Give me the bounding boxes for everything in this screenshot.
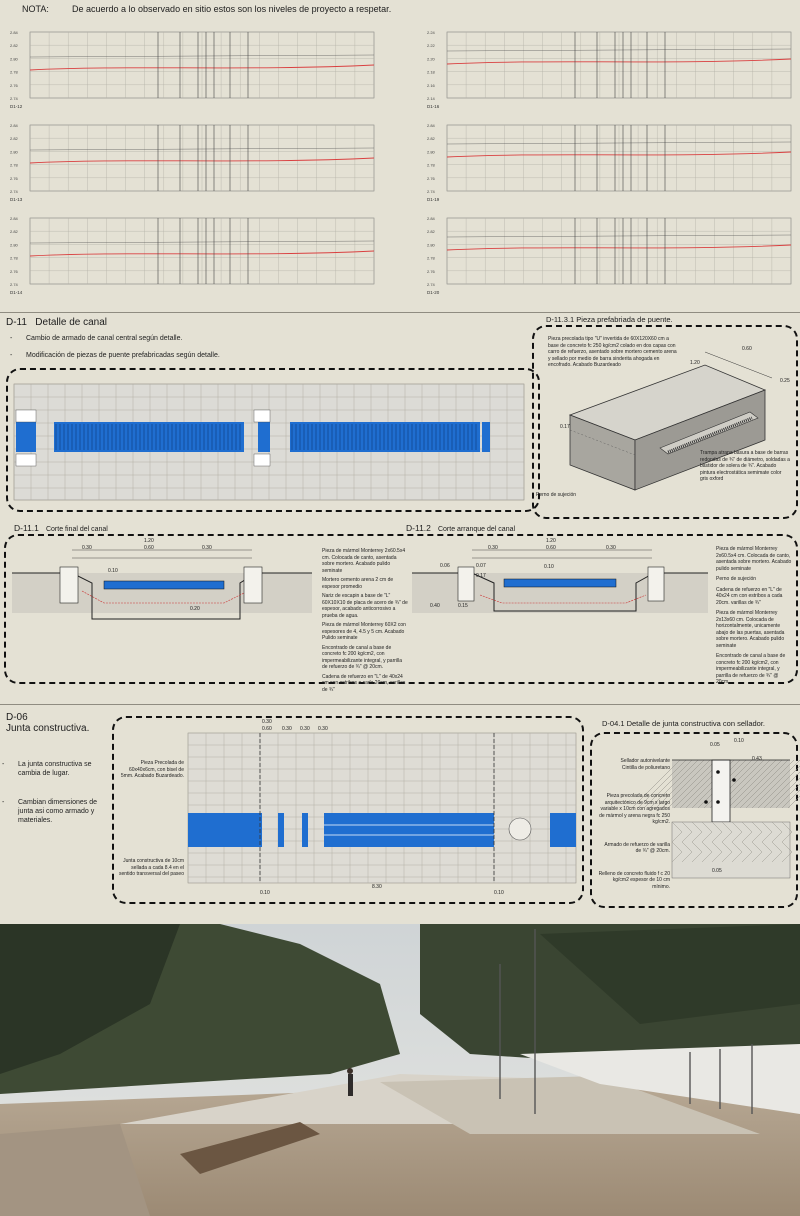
d041-notes — [598, 758, 670, 890]
d06-plan-note-top: Pieza Precolada de 60x40x6cm, con bisel de 5mm. Acabado Buzardeado. — [120, 760, 184, 779]
d111-dim-6: 0.20 — [190, 606, 200, 612]
d11-title: Detalle de canal — [35, 317, 107, 328]
d06-bottom-dim-3: 0.10 — [494, 890, 504, 896]
section-divider — [0, 312, 800, 313]
profile-tick-label: 2.74 — [427, 282, 435, 287]
d112-code: D-11.2 — [406, 523, 431, 533]
profile-chart — [8, 210, 378, 298]
channel-end-left — [16, 422, 36, 452]
channel-segment-1 — [54, 422, 244, 452]
profile-tick-label: 2.80 — [427, 242, 435, 248]
d041-dim-3: 0.43 — [752, 756, 762, 762]
profile-tick-label: 2.16 — [427, 82, 435, 88]
profile-tick-label: 2.24 — [427, 30, 435, 35]
d041-note-4: Armado de refuerzo de varilla de ¾" @ 20cm. — [604, 841, 670, 854]
d041-note-1: Sellador autonivelante — [620, 758, 670, 764]
profile-tick-label: 2.80 — [427, 149, 435, 155]
note-label: NOTA: — [22, 4, 49, 14]
section-d112 — [412, 545, 708, 635]
d041-title: D-04.1 Detalle de junta constructiva con sellador. — [602, 719, 766, 728]
d06-code: D-06 — [6, 712, 28, 723]
profile-tick-label: 2.80 — [10, 242, 18, 248]
d112-dim-10: 0.15 — [458, 603, 468, 609]
profile-tick-label: 2.78 — [10, 69, 18, 75]
profile-tick-label: 2.84 — [10, 216, 18, 221]
d111-dim-3: 0.60 — [144, 545, 154, 551]
profile-tick-label: 2.82 — [427, 136, 435, 142]
d112-header — [406, 523, 515, 533]
d1131-note-right: Trampa atrapa basura a base de barras redondas de ¾" de diámetro, soldadas a bastidor de solera de ¾". Acabado pintura electrostática semimate color gris oxford — [700, 450, 790, 482]
d11-code: D-11 — [6, 317, 27, 328]
note-text: De acuerdo a lo observado en sitio estos son los niveles de proyecto a respetar. — [72, 4, 392, 14]
profile-tick-label: 2.78 — [427, 162, 435, 168]
profile-tick-label: 2.82 — [10, 43, 18, 49]
d111-note-5: Encontrado de canal a base de concreto fc 200 kg/cm2, con impermeabilizante integral, y parrilla de refuerzo de ¾" @ 20cm. — [322, 644, 403, 670]
d111-notes — [322, 548, 408, 693]
profile-id: D1-12 — [10, 104, 23, 109]
profile-tick-label: 2.84 — [427, 216, 435, 221]
profile-tick-label: 2.76 — [427, 268, 435, 274]
d112-dim-6: 0.07 — [476, 563, 486, 569]
d06-dim-5: 0.30 — [318, 726, 328, 732]
d111-code: D-11.1 — [14, 523, 39, 533]
d1131-note-bottom: Perno de sujeción — [536, 492, 577, 498]
d112-note-1: Pieza de mármol Monterrey 2x60.5x4 cm. Colocada de canto, asentada sobre mortero. Acabado pulido seminate — [716, 546, 792, 572]
profile-tick-label: 2.78 — [10, 255, 18, 261]
d041-dim-1: 0.05 — [710, 742, 720, 748]
d112-dim-8: 0.10 — [544, 564, 554, 570]
d112-dim-5: 0.06 — [440, 563, 450, 569]
profile-chart — [425, 117, 795, 205]
profile-tick-label: 2.84 — [427, 123, 435, 128]
d1131-title: D-11.3.1 Pieza prefabriada de puente. — [546, 315, 673, 324]
profile-id: D1-20 — [427, 290, 440, 295]
profile-id: D1-14 — [10, 290, 23, 295]
d1131-note-top: Pieza precolada tipo "U" invertida de 60X120X60 cm a base de concreto fc 250 kg/cm2 colado en dos capas con carro de refuerzo, asentado sobre mortero cemento arena y sellado por medio de barra sinderita ahogada en encofrado. Acabado Buzardeado — [548, 336, 677, 368]
d112-dim-2: 0.30 — [488, 545, 498, 551]
site-photo — [0, 924, 800, 1216]
profile-tick-label: 2.76 — [10, 82, 18, 88]
d11-header — [6, 317, 107, 328]
profile-tick-label: 2.78 — [427, 255, 435, 261]
d111-note-3: Nariz de escapin a base de "L" 60X10X10 de placa de acero de ¾" de espesor, acabado anticorrosivo a prueba de agua. — [322, 593, 408, 619]
d11-bullet-2: - Modificación de piezas de puente prefabricadas según detalle. — [26, 351, 426, 360]
d041-note-5: Relleno de concreto fluido f c 20 kg/cm2 espesor de 10 cm mínimo. — [598, 870, 670, 890]
d112-note-3: Cadena de refuerzo en "L" de 40x24 cm con estribos a cada 20cm. varillas de ¾" — [716, 586, 783, 606]
d111-note-1: Pieza de mármol Monterrey 2x60.5x4 cm. Colocada de canto, asentada sobre mortero. Acabado pulido seminate — [322, 548, 406, 574]
d111-dim-1: 1.20 — [144, 538, 154, 544]
profile-tick-label: 2.76 — [10, 175, 18, 181]
d041-note-2: Cintilla de poliuretano — [621, 764, 670, 771]
d06-bullets — [18, 760, 113, 825]
d111-channel — [104, 581, 224, 589]
d06-plan-note-bottom: Junta constructiva de 10cm sellada a cada 8.4 en el sentido transversal del paseo — [118, 858, 184, 877]
d06-dim-2: 0.60 — [262, 726, 272, 732]
d111-title: Corte final del canal — [45, 526, 108, 533]
d111-note-6: Cadena de refuerzo en "L" de 40x24 cm con estribos a cada 20cm, varillas de ¾" — [322, 673, 406, 693]
d111-dim-5: 0.10 — [108, 568, 118, 574]
profile-tick-label: 2.14 — [427, 96, 435, 101]
d112-note-2: Perno de sujeción — [716, 576, 757, 582]
d06-dim-3: 0.30 — [282, 726, 292, 732]
d1131-dim-1: 0.60 — [742, 346, 752, 352]
profile-id: D1-19 — [427, 197, 440, 202]
d041-note-3: Pieza precolada de concreto arquitectónico de 9cm x largo variable x 10cm con agregados de mármol y arena negra fc 250 kg/cm2. — [599, 793, 670, 825]
d112-dim-4: 0.30 — [606, 545, 616, 551]
d111-note-4: Pieza de mármol Monterrey 60X2 con espesores de 4, 4.5 y 5 cm. Acabado Pulido seminate — [322, 622, 406, 641]
d111-note-2: Mortero cemento arena 2 cm de espesor promedio — [322, 577, 394, 590]
d112-dim-7: 0.17 — [476, 573, 486, 579]
d112-dim-9: 0.40 — [430, 603, 440, 609]
d041-dim-2: 0.10 — [734, 738, 744, 744]
profile-tick-label: 2.82 — [10, 229, 18, 235]
profile-id: D1-13 — [10, 197, 23, 202]
d06-title: Junta constructiva. — [6, 723, 90, 734]
canal-plan — [14, 384, 524, 500]
d06-dim-1: 0.30 — [262, 719, 272, 725]
d06-dim-4: 0.30 — [300, 726, 310, 732]
junction-plan — [188, 733, 576, 883]
profile-tick-label: 2.78 — [10, 162, 18, 168]
profile-tick-label: 2.76 — [427, 175, 435, 181]
d06-bottom-dim-2: 8.30 — [372, 884, 382, 890]
profile-tick-label: 2.18 — [427, 69, 435, 75]
profile-chart — [8, 24, 378, 112]
profile-tick-label: 2.74 — [10, 96, 18, 101]
profile-tick-label: 2.74 — [427, 189, 435, 194]
d112-note-5: Encontrado de canal a base de concreto fc 200 kg/cm2, con impermeabilizante integral, y parrilla de refuerzo de ¾" @ 20cm — [716, 653, 786, 685]
channel-end-right — [482, 422, 490, 452]
profile-chart — [8, 117, 378, 205]
channel-joint — [258, 422, 270, 452]
d112-dim-3: 0.60 — [546, 545, 556, 551]
d11-bullet-1: - Cambio de armado de canal central según detalle. — [26, 334, 426, 343]
d111-dim-2: 0.30 — [82, 545, 92, 551]
worker — [348, 1074, 353, 1096]
d112-notes — [716, 546, 792, 686]
d112-note-4: Pieza de mármol Monterrey 2x13x60 cm. Colocada de horizontalmente, unicamente abajo de las puertas, asentada sobre mortero. Acabado pulido seminate — [716, 610, 785, 649]
d06-bottom-dim-1: 0.10 — [260, 890, 270, 896]
section-d111 — [12, 545, 312, 635]
d041-dim-4: 0.05 — [712, 868, 722, 874]
d111-header — [14, 523, 108, 533]
channel-segment-2 — [290, 422, 480, 452]
profile-tick-label: 2.80 — [10, 56, 18, 62]
section-divider-2 — [0, 704, 800, 705]
d1131-dim-2: 1.20 — [690, 360, 700, 366]
profile-tick-label: 2.76 — [10, 268, 18, 274]
profile-id: D1-16 — [427, 104, 440, 109]
profile-chart — [425, 210, 795, 298]
d112-channel — [504, 579, 616, 587]
d11-bullets — [26, 334, 426, 360]
d112-dim-1: 1.20 — [546, 538, 556, 544]
d06-bullet-1: - La junta constructiva se cambia de lugar. — [18, 760, 113, 778]
profile-tick-label: 2.84 — [10, 30, 18, 35]
profile-tick-label: 2.74 — [10, 282, 18, 287]
profile-tick-label: 2.80 — [10, 149, 18, 155]
d112-title: Corte arranque del canal — [437, 526, 516, 533]
profile-tick-label: 2.84 — [10, 123, 18, 128]
profile-tick-label: 2.82 — [427, 229, 435, 235]
d1131-dim-4: 0.25 — [780, 378, 790, 384]
profile-tick-label: 2.20 — [427, 56, 435, 62]
profile-tick-label: 2.22 — [427, 43, 435, 49]
profile-tick-label: 2.82 — [10, 136, 18, 142]
d111-dim-4: 0.30 — [202, 545, 212, 551]
profile-chart — [425, 24, 795, 112]
d06-bullet-2: - Cambian dimensiones de junta asi como armado y materiales. — [18, 798, 113, 825]
joint-section — [672, 752, 790, 886]
profile-tick-label: 2.74 — [10, 189, 18, 194]
d1131-dim-3: 0.17 — [560, 424, 570, 430]
